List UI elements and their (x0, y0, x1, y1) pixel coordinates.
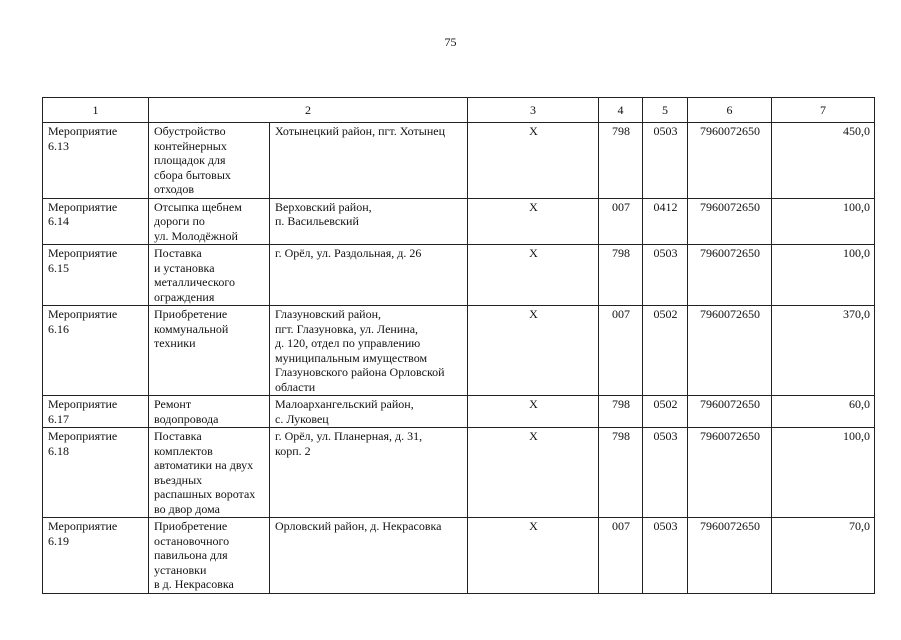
header-row (43, 98, 875, 123)
cell-col-7: 100,0 (772, 428, 875, 518)
table-row (43, 306, 875, 396)
measures-table (42, 97, 875, 594)
table-row (43, 428, 875, 518)
cell-col-6: 7960072650 (688, 198, 772, 245)
cell-col-4: 798 (599, 428, 643, 518)
measure-address: Верховский район, п. Васильевский (270, 198, 468, 245)
page-number: 75 (444, 35, 457, 49)
header-col-7: 7 (772, 98, 875, 123)
measure-name: Приобретение коммунальной техники (149, 306, 270, 396)
cell-col-7: 370,0 (772, 306, 875, 396)
measure-name: Обустройство контейнерных площадок для сбора бытовых отходов (149, 123, 270, 199)
cell-col-5: 0502 (643, 306, 688, 396)
header-col-3: 3 (468, 98, 599, 123)
cell-col-3: Х (468, 428, 599, 518)
cell-col-3: Х (468, 198, 599, 245)
measure-address: Хотынецкий район, пгт. Хотынец (270, 123, 468, 199)
header-col-6: 6 (688, 98, 772, 123)
measure-address: Глазуновский район, пгт. Глазуновка, ул. Ленина, д. 120, отдел по управлению муниципальным имуществом Глазуновского района Орловской области (270, 306, 468, 396)
cell-col-3: Х (468, 306, 599, 396)
measure-name: Ремонт водопровода (149, 396, 270, 428)
cell-col-4: 798 (599, 123, 643, 199)
cell-col-6: 7960072650 (688, 428, 772, 518)
cell-col-4: 798 (599, 245, 643, 306)
cell-col-3: Х (468, 245, 599, 306)
table-row (43, 396, 875, 428)
cell-col-3: Х (468, 123, 599, 199)
cell-col-4: 798 (599, 396, 643, 428)
cell-col-4: 007 (599, 198, 643, 245)
table-row (43, 245, 875, 306)
header-col-1: 1 (43, 98, 149, 123)
cell-col-5: 0503 (643, 518, 688, 594)
cell-col-5: 0502 (643, 396, 688, 428)
cell-col-4: 007 (599, 518, 643, 594)
measure-id: Мероприятие 6.17 (43, 396, 149, 428)
cell-col-6: 7960072650 (688, 518, 772, 594)
cell-col-3: Х (468, 396, 599, 428)
cell-col-5: 0503 (643, 123, 688, 199)
cell-col-3: Х (468, 518, 599, 594)
cell-col-7: 100,0 (772, 198, 875, 245)
cell-col-5: 0412 (643, 198, 688, 245)
measure-name: Поставка и установка металлического ограждения (149, 245, 270, 306)
cell-col-6: 7960072650 (688, 306, 772, 396)
header-col-2: 2 (149, 98, 468, 123)
measure-address: Орловский район, д. Некрасовка (270, 518, 468, 594)
cell-col-6: 7960072650 (688, 245, 772, 306)
cell-col-6: 7960072650 (688, 123, 772, 199)
measure-address: Малоархангельский район, с. Луковец (270, 396, 468, 428)
header-col-4: 4 (599, 98, 643, 123)
measure-address: г. Орёл, ул. Раздольная, д. 26 (270, 245, 468, 306)
cell-col-7: 100,0 (772, 245, 875, 306)
measure-id: Мероприятие 6.15 (43, 245, 149, 306)
measure-id: Мероприятие 6.16 (43, 306, 149, 396)
cell-col-5: 0503 (643, 428, 688, 518)
cell-col-4: 007 (599, 306, 643, 396)
measure-name: Приобретение остановочного павильона для установки в д. Некрасовка (149, 518, 270, 594)
table-row (43, 198, 875, 245)
header-col-5: 5 (643, 98, 688, 123)
measure-address: г. Орёл, ул. Планерная, д. 31, корп. 2 (270, 428, 468, 518)
measure-name: Поставка комплектов автоматики на двух въездных распашных воротах во двор дома (149, 428, 270, 518)
measure-id: Мероприятие 6.18 (43, 428, 149, 518)
measure-id: Мероприятие 6.19 (43, 518, 149, 594)
measure-id: Мероприятие 6.13 (43, 123, 149, 199)
cell-col-6: 7960072650 (688, 396, 772, 428)
cell-col-7: 450,0 (772, 123, 875, 199)
measure-name: Отсыпка щебнем дороги по ул. Молодёжной (149, 198, 270, 245)
cell-col-5: 0503 (643, 245, 688, 306)
cell-col-7: 70,0 (772, 518, 875, 594)
measure-id: Мероприятие 6.14 (43, 198, 149, 245)
table-row (43, 518, 875, 594)
cell-col-7: 60,0 (772, 396, 875, 428)
table-row (43, 123, 875, 199)
